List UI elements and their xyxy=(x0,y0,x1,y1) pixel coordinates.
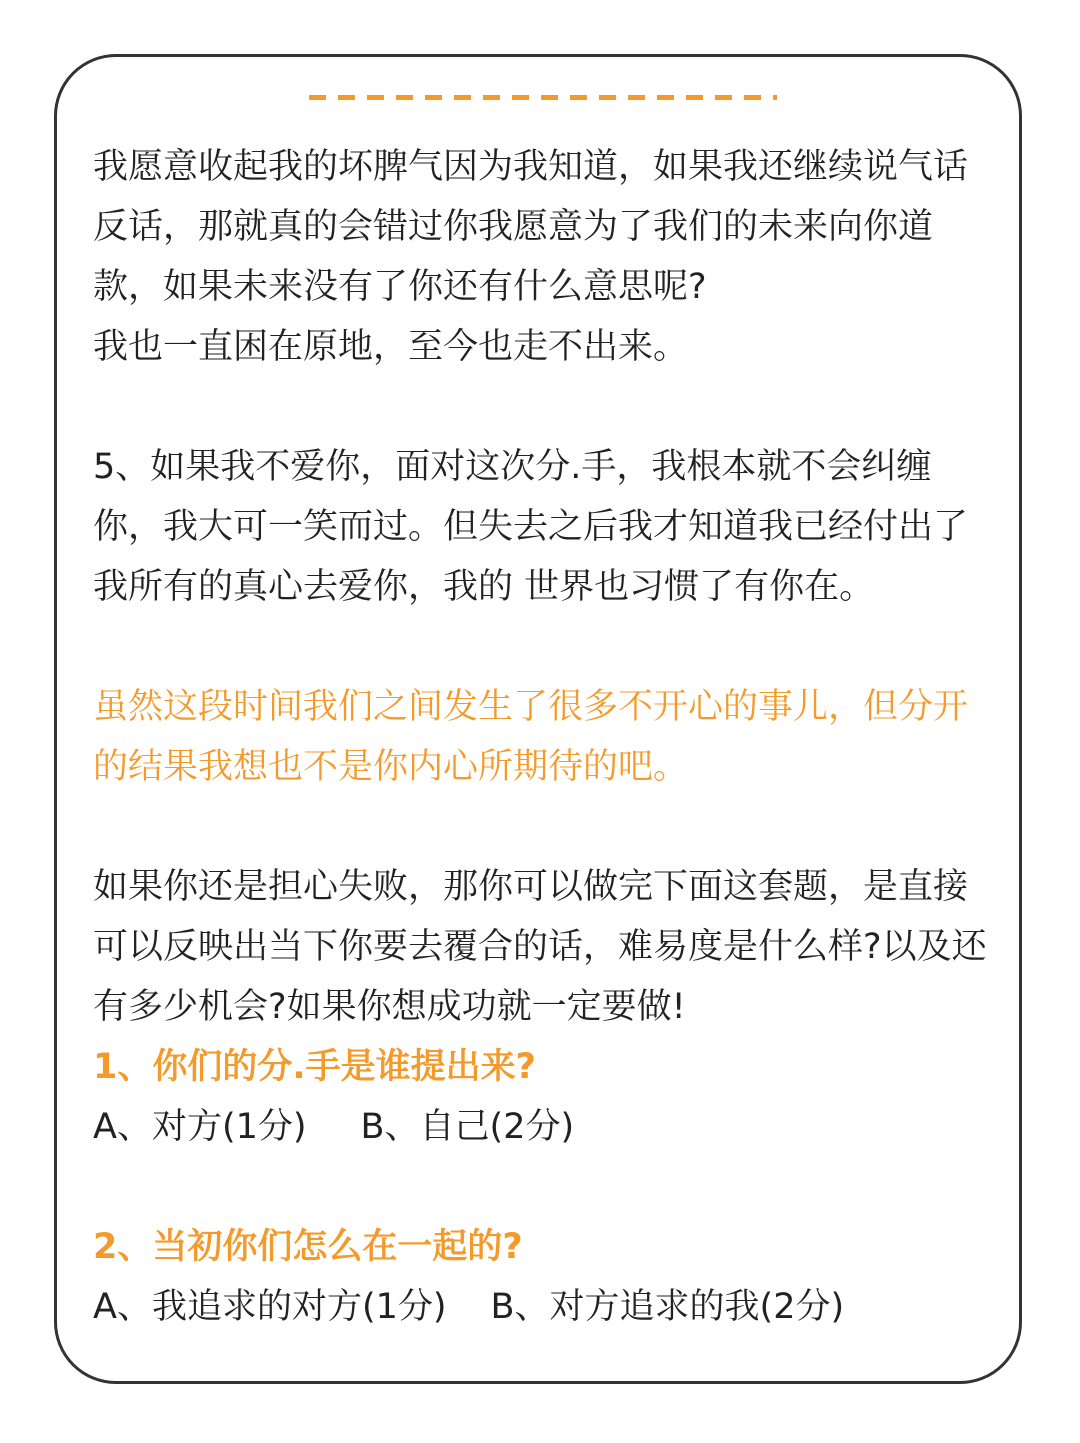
question-1-option-b: B、自己(2分) xyxy=(360,1107,575,1147)
intro-paragraph-2: 我也一直困在原地，至今也走不出来。 xyxy=(93,327,689,367)
question-2-options xyxy=(93,1277,993,1337)
highlight-paragraph: 虽然这段时间我们之间发生了很多不开心的事儿，但分开的结果我想也不是你内心所期待的吧。 xyxy=(93,687,969,787)
question-2-title: 2、当初你们怎么在一起的? xyxy=(93,1227,523,1267)
intro-paragraph: 我愿意收起我的坏脾气因为我知道，如果我还继续说气话反话，那就真的会错过你我愿意为了我们的未来向你道款，如果未来没有了你还有什么意思呢? xyxy=(93,147,969,307)
question-1-options xyxy=(93,1097,993,1157)
spacer xyxy=(93,617,993,677)
spacer xyxy=(93,1157,993,1217)
question-1-option-a: A、对方(1分) xyxy=(93,1107,307,1147)
question-1-title: 1、你们的分.手是谁提出来? xyxy=(93,1047,536,1087)
question-2-option-b: B、对方追求的我(2分) xyxy=(490,1287,845,1327)
dashed-divider xyxy=(309,95,777,100)
spacer xyxy=(93,797,993,857)
article-body xyxy=(93,137,993,1337)
spacer xyxy=(93,377,993,437)
question-2-option-a: A、我追求的对方(1分) xyxy=(93,1287,447,1327)
point-5-paragraph: 5、如果我不爱你，面对这次分.手，我根本就不会纠缠你，我大可一笑而过。但失去之后我才知道我已经付出了我所有的真心去爱你，我的 世界也习惯了有你在。 xyxy=(93,447,969,607)
test-intro-paragraph: 如果你还是担心失败，那你可以做完下面这套题，是直接可以反映出当下你要去覆合的话，难易度是什么样?以及还有多少机会?如果你想成功就一定要做! xyxy=(93,867,987,1027)
content-card xyxy=(54,54,1022,1384)
